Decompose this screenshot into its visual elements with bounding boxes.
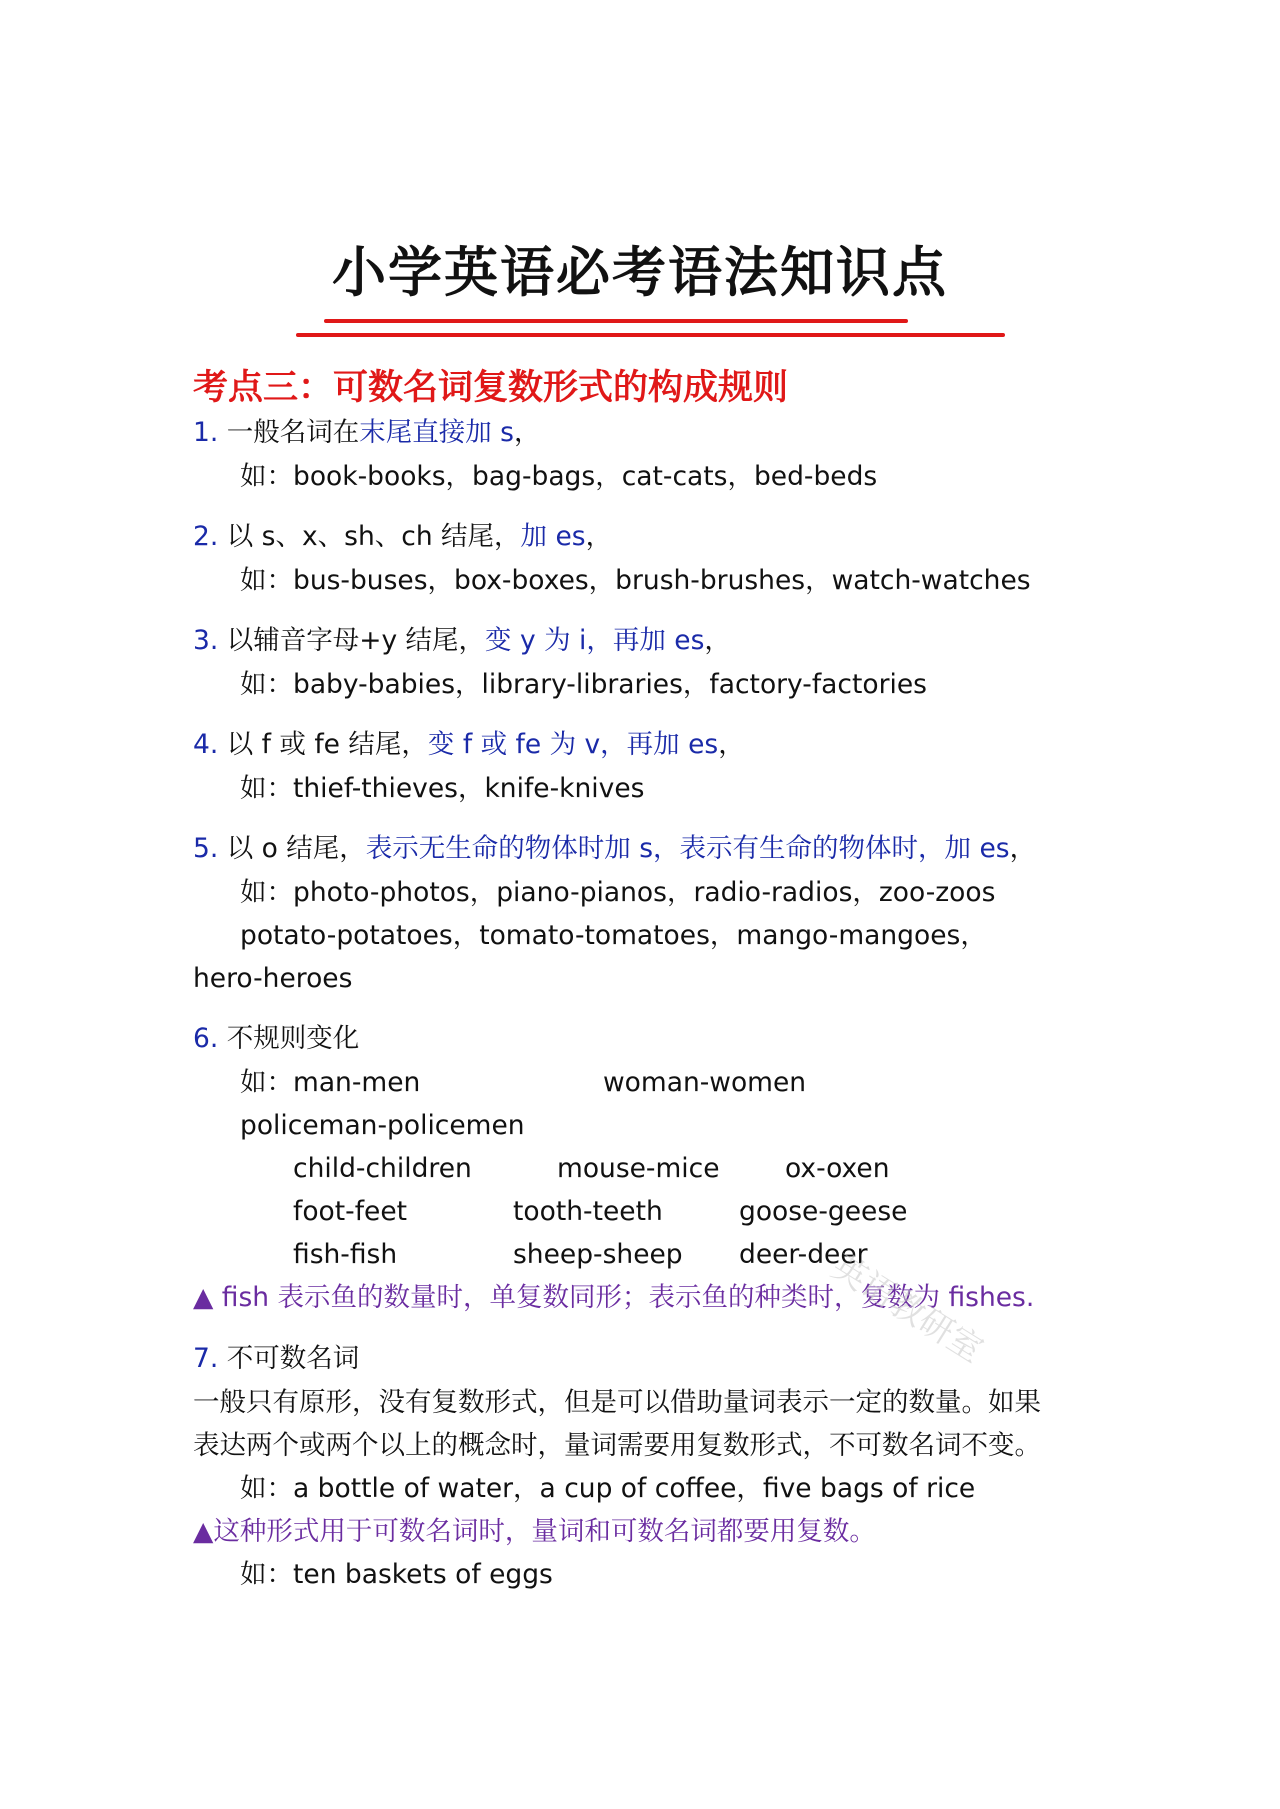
- rule-text: 不可数名词: [226, 1343, 360, 1374]
- rule-number: 1.: [193, 417, 219, 448]
- rule-highlight: 加 es: [520, 521, 586, 552]
- irregular-pair: goose-geese: [739, 1196, 908, 1227]
- rule-4-example: 如：thief-thieves，knife-knives: [240, 773, 645, 804]
- irregular-row-1: [240, 1066, 420, 1100]
- rule-highlight: 末尾直接加 s: [359, 417, 514, 448]
- rule-text: 以 f 或 fe 结尾，: [226, 729, 428, 760]
- rule-number: 5.: [193, 833, 219, 864]
- rule-5-example-1: 如：photo-photos，piano-pianos，radio-radios，zoo-zoos: [240, 877, 996, 908]
- rule-2-example: 如：bus-buses，box-boxes，brush-brushes，watch-watches: [240, 565, 1031, 596]
- irregular-pair: child-children: [293, 1153, 472, 1184]
- rule-end: ，: [1009, 833, 1037, 864]
- rule-7: [193, 1342, 359, 1376]
- irregular-pair: man-men: [293, 1067, 421, 1098]
- rule-7-example-2: 如：ten baskets of eggs: [240, 1559, 553, 1590]
- rule-end: ，: [585, 521, 613, 552]
- irregular-pair: sheep-sheep: [513, 1239, 683, 1270]
- rule-5: [193, 832, 1036, 866]
- rule-3-example: 如：baby-babies，library-libraries，factory-factories: [240, 669, 927, 700]
- rule-5-example-2: potato-potatoes，tomato-tomatoes，mango-mangoes，: [240, 920, 987, 951]
- rule-1: [193, 416, 540, 450]
- irregular-pair: deer-deer: [739, 1239, 868, 1270]
- rule-text: 以 o 结尾，: [226, 833, 366, 864]
- rule-end: ，: [704, 625, 731, 656]
- rule-highlight: 表示无生命的物体时加 s，表示有生命的物体时，加 es: [365, 833, 1010, 864]
- rule-6: [193, 1022, 359, 1056]
- irregular-pair: woman-women: [603, 1067, 807, 1098]
- title-underline-bottom: [296, 333, 1005, 337]
- rule-1-example: 如：book-books，bag-bags，cat-cats，bed-beds: [240, 461, 878, 492]
- rule-4: [193, 728, 745, 762]
- rule-5-example-3: hero-heroes: [193, 963, 353, 994]
- rule-number: 2.: [193, 521, 219, 552]
- irregular-pair: tooth-teeth: [513, 1196, 663, 1227]
- rule-end: ，: [513, 417, 541, 448]
- watermark: 英语教研室: [824, 1246, 990, 1371]
- rule-highlight: 变 f 或 fe 为 v，再加 es: [427, 729, 719, 760]
- irregular-pair: mouse-mice: [557, 1153, 720, 1184]
- rule-number: 4.: [193, 729, 219, 760]
- irregular-pair: ox-oxen: [785, 1153, 890, 1184]
- rule-number: 3.: [193, 625, 219, 656]
- rule-2: [193, 520, 612, 554]
- rule-text: 不规则变化: [226, 1023, 360, 1054]
- title-underline-top: [324, 319, 908, 323]
- irregular-pair: foot-feet: [293, 1196, 408, 1227]
- rule-highlight: 变 y 为 i，再加 es: [485, 625, 705, 656]
- page-title: 小学英语必考语法知识点: [332, 241, 948, 304]
- rule-text: 一般名词在: [226, 417, 360, 448]
- section-title: 考点三：可数名词复数形式的构成规则: [193, 368, 789, 408]
- rule-7-example: 如：a bottle of water，a cup of coffee，five bags of rice: [240, 1473, 976, 1504]
- uncountable-explanation-1: 一般只有原形，没有复数形式，但是可以借助量词表示一定的数量。如果: [193, 1387, 1041, 1418]
- rule-end: ，: [718, 729, 745, 760]
- fish-note: ▲ fish 表示鱼的数量时，单复数同形；表示鱼的种类时，复数为 fishes.: [193, 1282, 1035, 1313]
- rule-number: 6.: [193, 1023, 219, 1054]
- uncountable-explanation-2: 表达两个或两个以上的概念时，量词需要用复数形式，不可数名词不变。: [193, 1430, 1041, 1461]
- rule-text: 以辅音字母+y 结尾，: [226, 625, 486, 656]
- irregular-pair: fish-fish: [293, 1239, 398, 1270]
- example-prefix: 如：: [240, 1067, 293, 1098]
- countable-note: ▲这种形式用于可数名词时，量词和可数名词都要用复数。: [193, 1516, 876, 1547]
- rule-text: 以 s、x、sh、ch 结尾，: [226, 521, 521, 552]
- irregular-pair: policeman-policemen: [240, 1110, 525, 1141]
- rule-3: [193, 624, 731, 658]
- rule-number: 7.: [193, 1343, 219, 1374]
